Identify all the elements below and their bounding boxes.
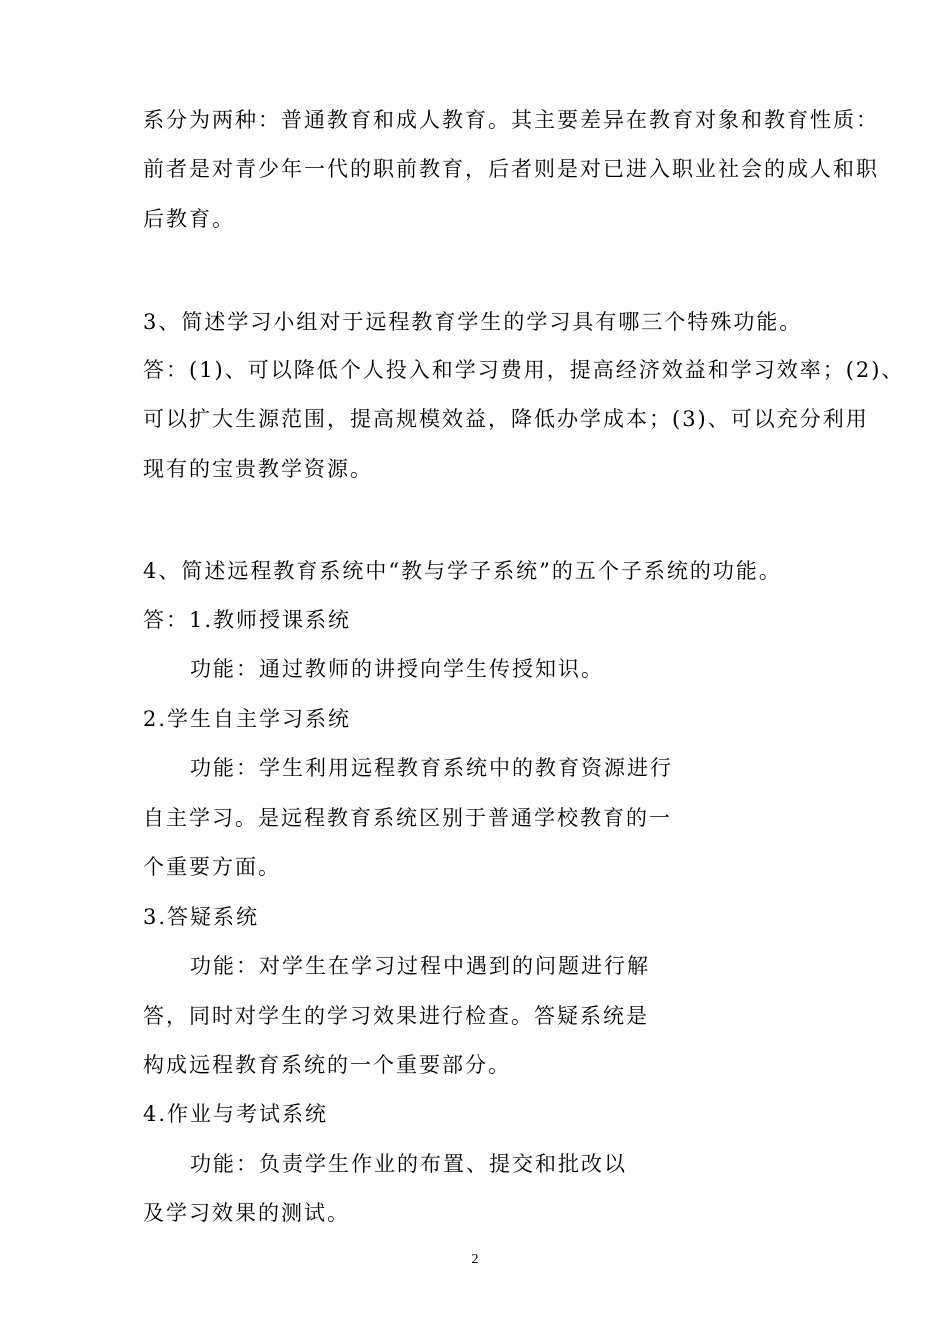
- text-line: 前者是对青少年一代的职前教育，后者则是对已进入职业社会的成人和职: [143, 157, 879, 181]
- subsystem-4-function: 及学习效果的测试。: [143, 1201, 350, 1225]
- subsystem-2-title: 2.学生自主学习系统: [143, 707, 352, 731]
- subsystem-4-function: 功能：负责学生作业的布置、提交和批改以: [190, 1152, 627, 1176]
- subsystem-1-title: 答：1.教师授课系统: [143, 608, 352, 632]
- text-line: 系分为两种：普通教育和成人教育。其主要差异在教育对象和教育性质：: [143, 108, 879, 132]
- page-number: 2: [471, 1252, 479, 1267]
- answer-3-line: 可以扩大生源范围，提高规模效益，降低办学成本；(3)、可以充分利用: [143, 407, 869, 431]
- subsystem-2-function: 自主学习。是远程教育系统区别于普通学校教育的一: [143, 806, 672, 830]
- subsystem-4-title: 4.作业与考试系统: [143, 1102, 329, 1126]
- question-4-heading: 4、简述远程教育系统中“教与学子系统”的五个子系统的功能。: [143, 559, 782, 583]
- text-line: 后教育。: [143, 207, 235, 231]
- answer-3-line: 现有的宝贵教学资源。: [143, 457, 373, 481]
- subsystem-1-function: 功能：通过教师的讲授向学生传授知识。: [190, 657, 604, 681]
- subsystem-3-title: 3.答疑系统: [143, 905, 260, 929]
- subsystem-2-function: 功能：学生利用远程教育系统中的教育资源进行: [190, 756, 673, 780]
- subsystem-2-function: 个重要方面。: [143, 855, 281, 879]
- answer-3-line: 答：(1)、可以降低个人投入和学习费用，提高经济效益和学习效率；(2)、: [143, 358, 905, 382]
- question-3-heading: 3、简述学习小组对于远程教育学生的学习具有哪三个特殊功能。: [143, 310, 803, 334]
- subsystem-3-function: 答，同时对学生的学习效果进行检查。答疑系统是: [143, 1004, 649, 1028]
- subsystem-3-function: 构成远程教育系统的一个重要部分。: [143, 1053, 511, 1077]
- subsystem-3-function: 功能：对学生在学习过程中遇到的问题进行解: [190, 954, 650, 978]
